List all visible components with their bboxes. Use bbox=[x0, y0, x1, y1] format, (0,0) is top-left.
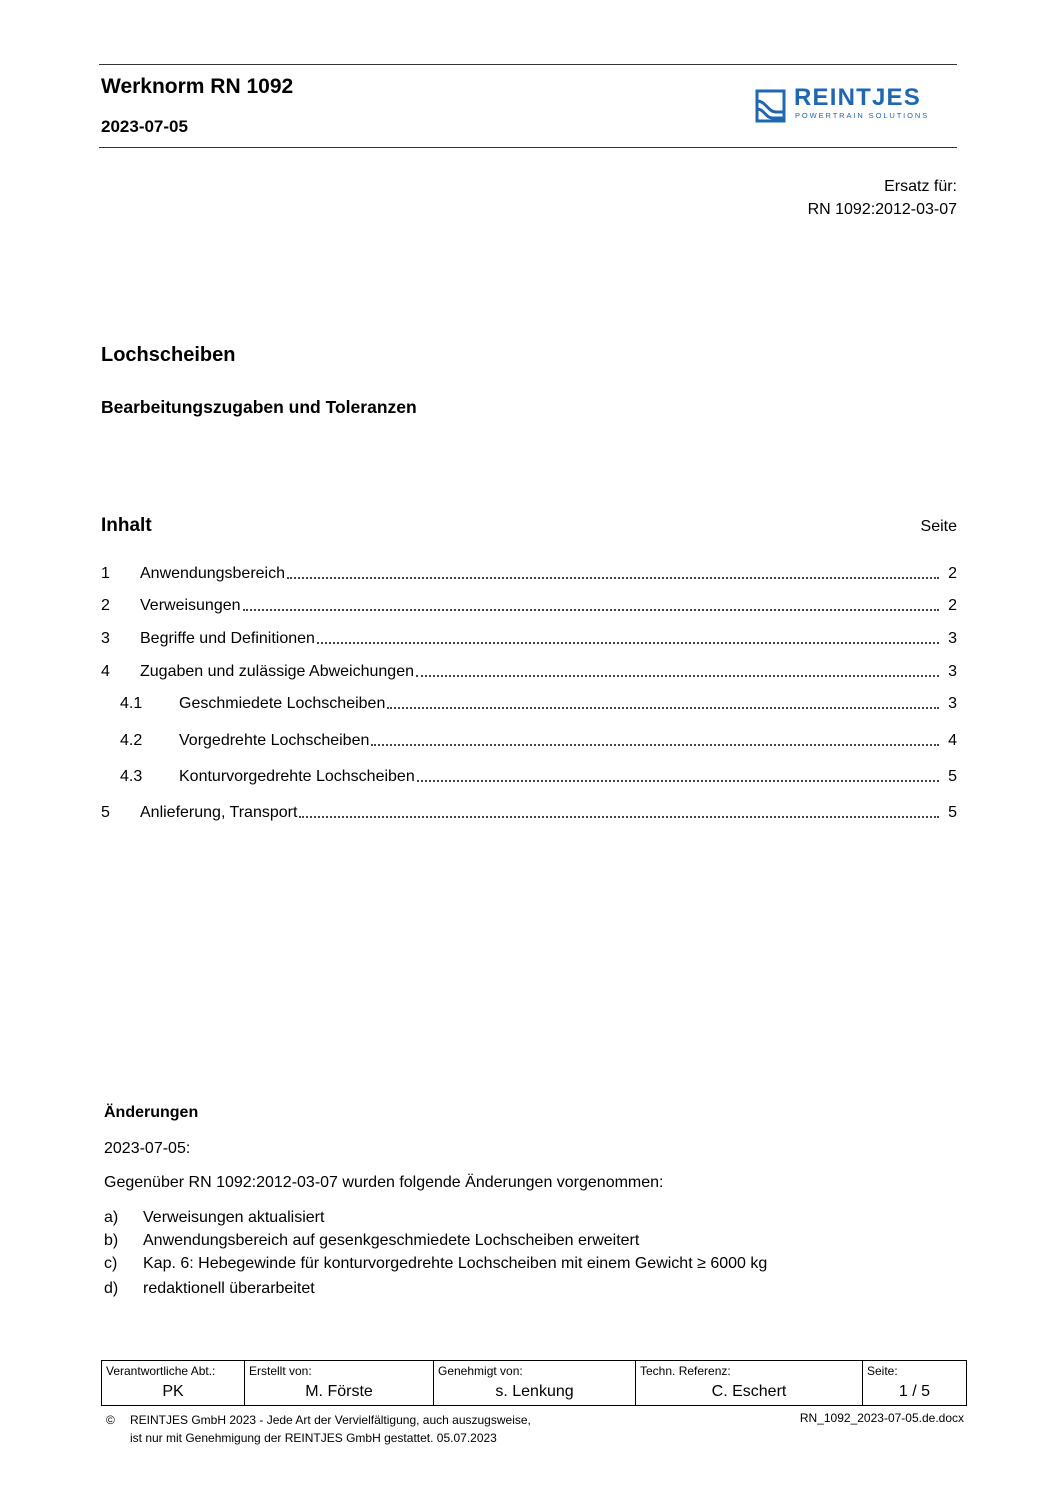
footer-cell-tech-reference bbox=[636, 1361, 863, 1405]
toc-leader bbox=[299, 815, 939, 818]
footer-cell-value: C. Eschert bbox=[711, 1383, 787, 1400]
toc-entry[interactable] bbox=[101, 597, 957, 619]
change-item-text: Kap. 6: Hebegewinde für konturvorgedrehte Lochscheiben mit einem Gewicht ≥ 6000 kg bbox=[143, 1255, 768, 1272]
toc-entry-page: 3 bbox=[948, 630, 957, 647]
change-item-text: Verweisungen aktualisiert bbox=[143, 1209, 325, 1226]
copyright-icon: © bbox=[106, 1413, 115, 1427]
footer-cell-label: Techn. Referenz: bbox=[640, 1364, 731, 1378]
header-bottom-rule bbox=[99, 147, 957, 148]
toc-leader bbox=[317, 641, 939, 644]
replacement-label: Ersatz für: bbox=[884, 178, 957, 195]
toc-entry[interactable] bbox=[101, 768, 957, 790]
document-filename: RN_1092_2023-07-05.de.docx bbox=[799, 1411, 964, 1425]
toc-entry[interactable] bbox=[101, 732, 957, 754]
toc-entry-page: 3 bbox=[948, 663, 957, 680]
change-item-key: d) bbox=[104, 1280, 119, 1297]
header-top-rule bbox=[99, 64, 957, 65]
toc-entry-page: 3 bbox=[948, 695, 957, 712]
change-item-text: redaktionell überarbeitet bbox=[143, 1280, 315, 1297]
toc-leader bbox=[371, 743, 939, 746]
toc-entry-label: Konturvorgedrehte Lochscheiben bbox=[179, 768, 415, 785]
change-item-key: c) bbox=[104, 1255, 118, 1272]
toc-entry-label: Zugaben und zulässige Abweichungen bbox=[140, 663, 414, 680]
toc-entry-number: 1 bbox=[101, 565, 110, 582]
sub-title: Bearbeitungszugaben und Toleranzen bbox=[101, 397, 417, 417]
toc-entry-label: Verweisungen bbox=[140, 597, 241, 614]
changes-date: 2023-07-05: bbox=[104, 1140, 191, 1157]
main-title: Lochscheiben bbox=[101, 344, 236, 366]
logo-tagline: POWERTRAIN SOLUTIONS bbox=[795, 111, 930, 120]
footer-cell-value: M. Förste bbox=[305, 1383, 373, 1400]
toc-leader bbox=[387, 706, 939, 709]
toc-entry[interactable] bbox=[101, 630, 957, 652]
copyright-line-1: REINTJES GmbH 2023 - Jede Art der Vervielfältigung, auch auszugsweise, bbox=[130, 1413, 531, 1427]
footer-cell-label: Erstellt von: bbox=[249, 1364, 312, 1378]
toc-entry-number: 4.2 bbox=[120, 732, 143, 749]
footer-cell-label: Seite: bbox=[867, 1364, 898, 1378]
change-item-text: Anwendungsbereich auf gesenkgeschmiedete Lochscheiben erweitert bbox=[143, 1232, 640, 1249]
footer-cell-page bbox=[863, 1361, 966, 1405]
toc-entry-label: Begriffe und Definitionen bbox=[140, 630, 315, 647]
toc-heading: Inhalt bbox=[101, 515, 152, 536]
toc-entry-number: 4 bbox=[101, 663, 110, 680]
toc-entry-page: 2 bbox=[948, 565, 957, 582]
replacement-note bbox=[808, 175, 957, 221]
copyright-line-2: ist nur mit Genehmigung der REINTJES GmbH gestattet. 05.07.2023 bbox=[130, 1431, 497, 1445]
replacement-value: RN 1092:2012-03-07 bbox=[807, 201, 957, 218]
footer-cell-approver bbox=[434, 1361, 636, 1405]
company-logo bbox=[754, 84, 958, 124]
copyright-notice bbox=[106, 1411, 531, 1447]
logo-name: REINTJES bbox=[794, 84, 921, 111]
footer-cell-value: s. Lenkung bbox=[495, 1383, 574, 1400]
toc-leader bbox=[243, 608, 939, 611]
toc-entry-page: 5 bbox=[948, 804, 957, 821]
toc-entry-page: 2 bbox=[948, 597, 957, 614]
footer-cell-department bbox=[102, 1361, 245, 1405]
footer-cell-value: 1 / 5 bbox=[898, 1383, 931, 1400]
toc-entry-number: 4.1 bbox=[120, 695, 143, 712]
logo-mark-icon bbox=[754, 88, 788, 124]
toc-entry[interactable] bbox=[101, 565, 957, 587]
document-date: 2023-07-05 bbox=[101, 117, 188, 136]
changes-intro: Gegenüber RN 1092:2012-03-07 wurden folgende Änderungen vorgenommen: bbox=[104, 1174, 664, 1191]
toc-entry-page: 5 bbox=[948, 768, 957, 785]
document-title: Werknorm RN 1092 bbox=[101, 75, 294, 98]
change-item-key: a) bbox=[104, 1209, 119, 1226]
changes-heading: Änderungen bbox=[104, 1104, 199, 1121]
toc-entry[interactable] bbox=[101, 804, 957, 826]
toc-entry-number: 4.3 bbox=[120, 768, 143, 785]
toc-leader bbox=[416, 674, 939, 677]
toc-entry[interactable] bbox=[101, 663, 957, 685]
toc-leader bbox=[287, 576, 939, 579]
change-item-key: b) bbox=[104, 1232, 119, 1249]
footer-cell-label: Verantwortliche Abt.: bbox=[106, 1364, 216, 1378]
toc-entry-label: Anlieferung, Transport bbox=[140, 804, 298, 821]
toc-entry-page: 4 bbox=[948, 732, 957, 749]
toc-page-label: Seite bbox=[920, 518, 957, 535]
toc-entry-number: 5 bbox=[101, 804, 110, 821]
footer-approval-table bbox=[101, 1360, 967, 1406]
toc-entry-label: Vorgedrehte Lochscheiben bbox=[179, 732, 370, 749]
toc-entry-number: 2 bbox=[101, 597, 110, 614]
toc-entry-number: 3 bbox=[101, 630, 110, 647]
toc-entry[interactable] bbox=[101, 695, 957, 717]
toc-entry-label: Anwendungsbereich bbox=[140, 565, 285, 582]
footer-cell-author bbox=[245, 1361, 434, 1405]
footer-cell-value: PK bbox=[162, 1383, 184, 1400]
toc-entry-label: Geschmiedete Lochscheiben bbox=[179, 695, 386, 712]
toc-leader bbox=[417, 779, 939, 782]
footer-cell-label: Genehmigt von: bbox=[438, 1364, 523, 1378]
